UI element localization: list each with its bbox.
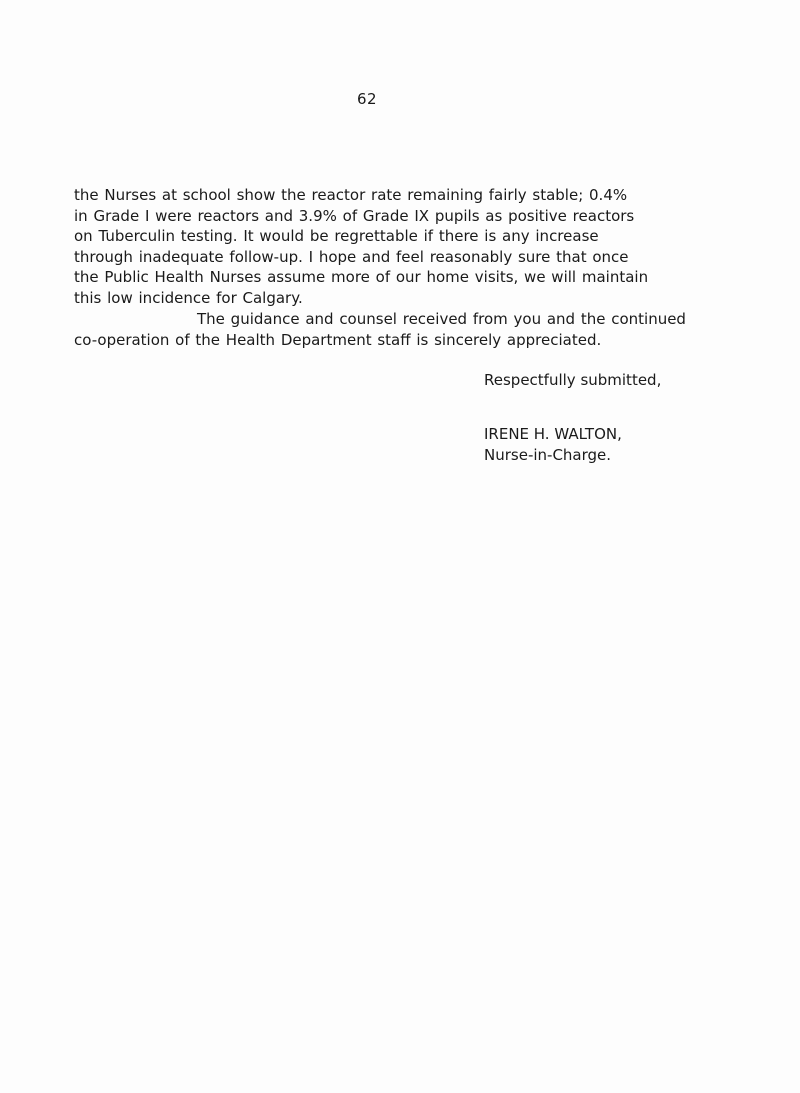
paragraph-line: co-operation of the Health Department staff is sincerely appreciated. [74, 330, 602, 349]
closing-salutation: Respectfully submitted, [484, 371, 662, 389]
paragraph-line: the Nurses at school show the reactor rate remaining fairly stable; 0.4% [74, 186, 628, 204]
paragraph-line: the Public Health Nurses assume more of our home visits, we will maintain [74, 268, 649, 286]
paragraph-line: The guidance and counsel received from you and the continued [197, 310, 686, 328]
page-number: 62 [356, 90, 378, 108]
paragraph-tuberculin-report [74, 185, 744, 308]
paragraph-line: through inadequate follow-up. I hope and feel reasonably sure that once [74, 247, 629, 266]
paragraph-line: in Grade I were reactors and 3.9% of Grade IX pupils as positive reactors [74, 206, 635, 225]
paragraph-line: this low incidence for Calgary. [74, 288, 303, 307]
signature-name: IRENE H. WALTON, [484, 425, 622, 443]
paragraph-line: on Tuberculin testing. It would be regrettable if there is any increase [74, 227, 599, 245]
signature-title: Nurse-in-Charge. [484, 446, 612, 464]
paragraph-acknowledgement [74, 309, 744, 350]
signature-block [484, 424, 622, 466]
